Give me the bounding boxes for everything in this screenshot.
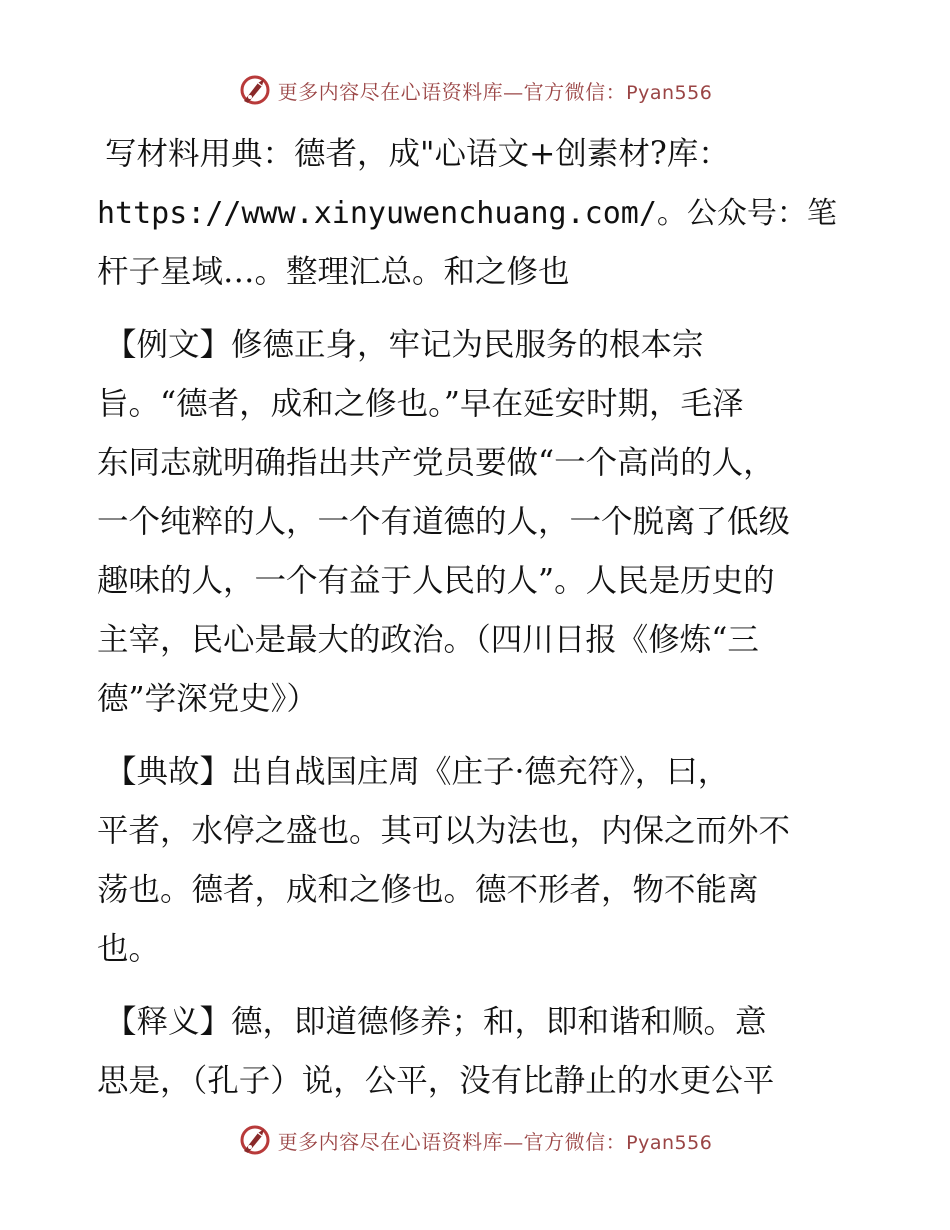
banner-text [278, 1126, 713, 1155]
header-banner [0, 70, 950, 110]
text-line: 杆子星域…。整理汇总。和之修也 [97, 254, 570, 290]
text-line: 平者，水停之盛也。其可以为法也，内保之而外不 [97, 813, 791, 849]
text-line: 德”学深党史》） [97, 681, 318, 717]
pen-logo-icon [238, 1123, 272, 1157]
banner-label: 官方微信： [523, 79, 627, 104]
banner-label: 官方微信： [523, 1129, 627, 1154]
banner-handle: Pyan556 [626, 81, 713, 104]
banner-separator: — [503, 79, 524, 104]
text-line: 东同志就明确指出共产党员要做“一个高尚的人， [97, 445, 775, 481]
pen-logo-icon [238, 73, 272, 107]
text-line: 写材料用典：德者，成"心语文+创素材?库： [105, 136, 730, 172]
paragraph-meaning [97, 993, 857, 1111]
paragraph-example [97, 316, 857, 729]
footer-banner [0, 1120, 950, 1160]
text-line: 也。 [97, 931, 161, 967]
banner-content [238, 1123, 713, 1157]
text-line: 思是，（孔子）说，公平，没有比静止的水更公平 [97, 1063, 775, 1099]
text-line: 一个纯粹的人，一个有道德的人，一个脱离了低级 [97, 504, 791, 540]
text-line: 【释义】德，即道德修养；和，即和谐和顺。意 [105, 1004, 767, 1040]
text-line: 荡也。德者，成和之修也。德不形者，物不能离 [97, 872, 759, 908]
url-line: https://www.xinyuwenchuang.com/。公众号：笔 [97, 196, 837, 231]
banner-separator: — [503, 1129, 524, 1154]
banner-main: 更多内容尽在心语资料库 [277, 79, 504, 104]
text-line: 旨。“德者，成和之修也。”早在延安时期，毛泽 [97, 386, 744, 422]
text-line: 趣味的人，一个有益于人民的人”。人民是历史的 [97, 563, 775, 599]
paragraph-allusion [97, 743, 857, 979]
text-line: 主宰，民心是最大的政治。（四川日报《修炼“三 [97, 622, 759, 658]
banner-content [238, 73, 713, 107]
banner-text [278, 76, 713, 105]
banner-main: 更多内容尽在心语资料库 [277, 1129, 504, 1154]
text-line: 【典故】出自战国庄周《庄子·德充符》，曰， [105, 754, 730, 790]
text-line: 【例文】修德正身，牢记为民服务的根本宗 [105, 327, 704, 363]
paragraph-intro [97, 125, 857, 302]
document-body [97, 125, 857, 1111]
banner-handle: Pyan556 [626, 1131, 713, 1154]
